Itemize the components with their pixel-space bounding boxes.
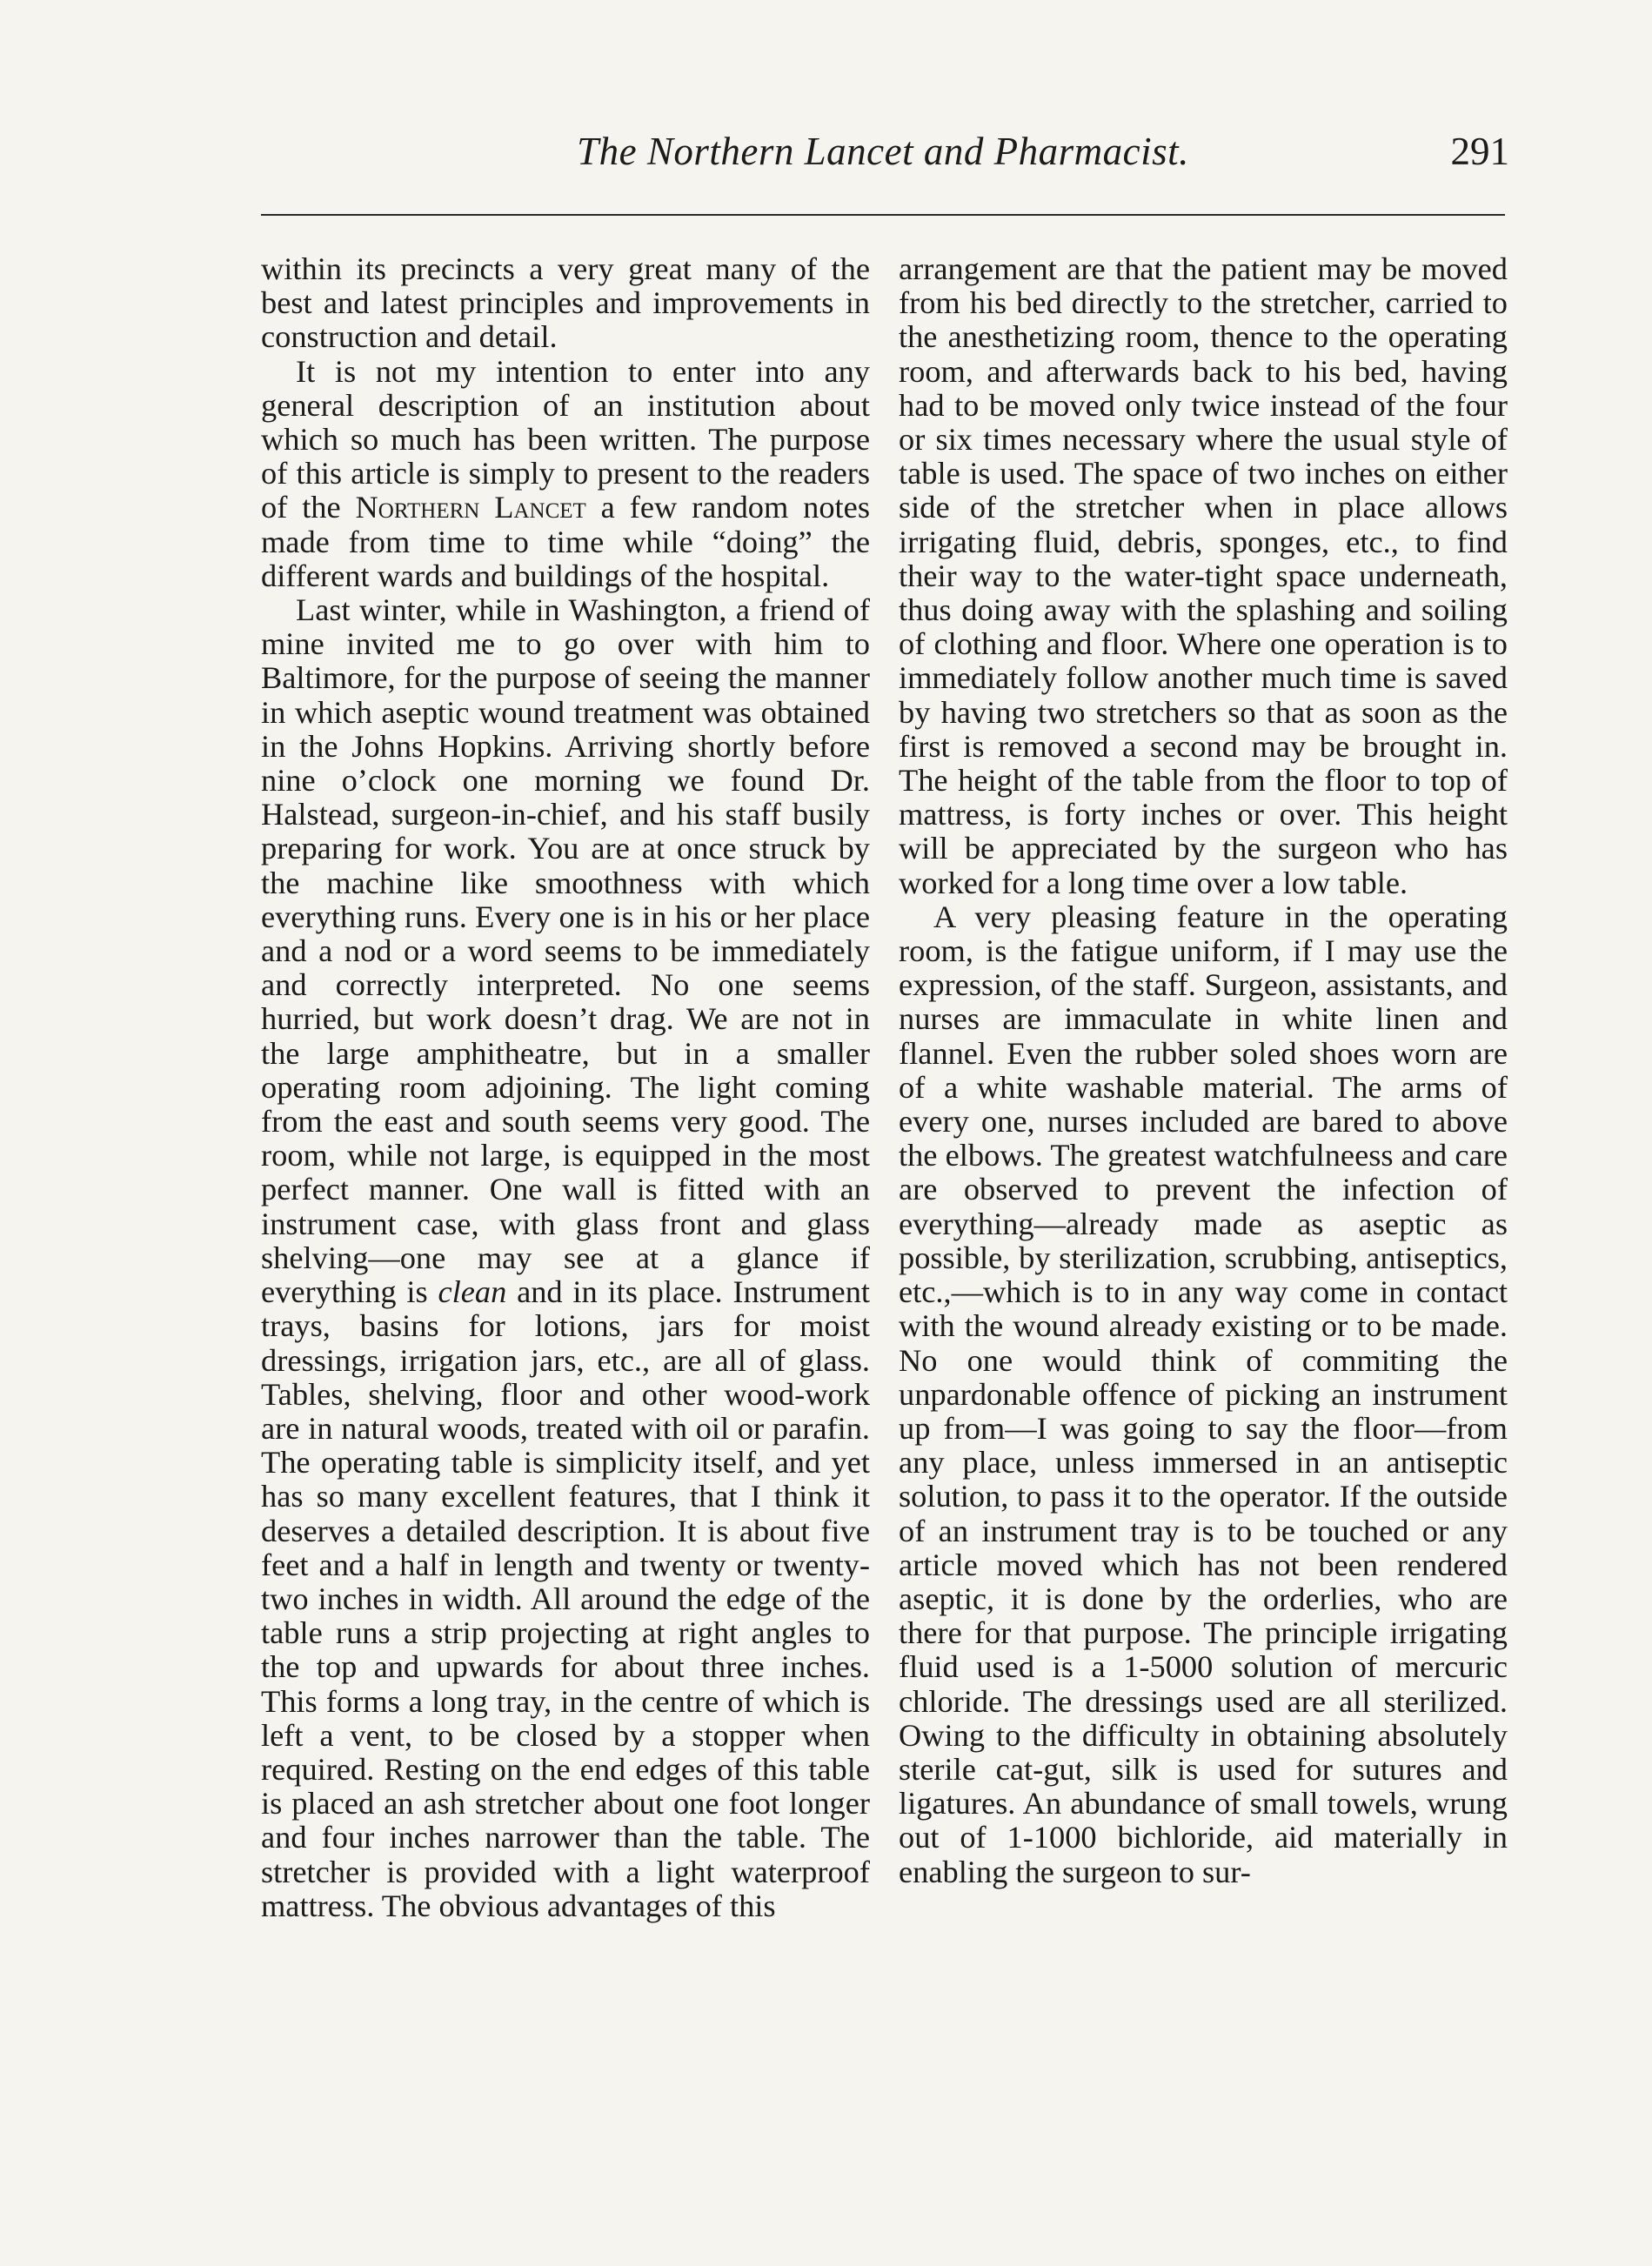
journal-title: The Northern Lancet and Pharmacist. bbox=[577, 130, 1189, 173]
paragraph-intention-text-b: a few random notes made from time to time while “doing” the different wards and buildings of the hospital. bbox=[261, 490, 870, 593]
paragraph-stretcher: arrangement are that the patient may be moved from his bed directly to the stretcher, carried to the anesthetizing room, thence to the operating room, and afterwards back to his bed, having had to be moved only twice instead of the four or six times necessary where the usual style of table is used. The space of two inches on either side of the stretcher when in place allows irrigating fluid, debris, sponges, etc., to find their way to the water-tight space underneath, thus doing away with the splashing and soiling of clothing and floor. Where one operation is to immediately follow another much time is saved by having two stretchers so that as soon as the first is removed a second may be brought in. The height of the table from the floor to top of mattress, is forty inches or over. This height will be appreciated by the surgeon who has worked for a long time over a low table. bbox=[899, 252, 1508, 900]
paragraph-continued: within its precincts a very great many of the best and latest principles and improvements in construction and detail. bbox=[261, 252, 870, 355]
paragraph-visit bbox=[261, 593, 870, 1923]
paragraph-visit-text-a: Last winter, while in Washington, a friend of mine invited me to go over with him to Baltimore, for the purpose of seeing the manner in which aseptic wound treatment was obtained in the Johns Hopkins. Arriving shortly before nine o’clock one morning we found Dr. Halstead, surgeon-in-chief, and his staff busily preparing for work. You are at once struck by the machine like smoothness with which everything runs. Every one is in his or her place and a nod or a word seems to be immediately and correctly interpreted. No one seems hurried, but work doesn’t drag. We are not in the large amphitheatre, but in a smaller operating room adjoining. The light coming from the east and south seems very good. The room, while not large, is equipped in the most perfect manner. One wall is fitted with an instrument case, with glass front and glass shelving—one may see at a glance if everything is bbox=[261, 592, 870, 1310]
paragraph-intention-text-a: It is not my intention to enter into any general description of an institution about which so much has been written. The purpose of this article is simply to present to the readers of the bbox=[261, 353, 870, 525]
header-rule bbox=[261, 214, 1505, 216]
paragraph-uniform: A very pleasing feature in the operating room, is the fatigue uniform, if I may use the expression, of the staff. Surgeon, assistants, and nurses are immaculate in white linen and flannel. Even the rubber soled shoes worn are of a white washable material. The arms of every one, nurses included are bared to above the elbows. The greatest watchfulneess and care are observed to prevent the infection of everything—already made as aseptic as possible, by sterilization, scrubbing, antiseptics, etc.,—which is to in any way come in contact with the wound already existing or to be made. No one would think of commiting the unpardonable offence of picking an instrument up from—I was going to say the floor—from any place, unless immersed in an antiseptic solution, to pass it to the operator. If the outside of an instrument tray is to be touched or any article moved which has not been rendered aseptic, it is done by the orderlies, who are there for that purpose. The principle irrigating fluid used is a 1-5000 solution of mercuric chloride. The dressings used are all sterilized. Owing to the difficulty in obtaining absolutely sterile cat-gut, silk is used for sutures and ligatures. An abundance of small towels, wrung out of 1-1000 bichloride, aid materially in enabling the surgeon to sur- bbox=[899, 899, 1508, 1889]
journal-name-small-caps: Northern Lancet bbox=[355, 490, 586, 525]
running-head bbox=[257, 129, 1509, 181]
paragraph-intention bbox=[261, 355, 870, 593]
right-column bbox=[899, 252, 1508, 2218]
emphasis-clean: clean bbox=[438, 1274, 507, 1310]
left-column bbox=[261, 252, 870, 2218]
page-number: 291 bbox=[1450, 130, 1509, 173]
paragraph-visit-text-b: and in its place. Instrument trays, basins for lotions, jars for moist dressings, irrigation jars, etc., are all of glass. Tables, shelving, floor and other wood-work are in natural woods, treated with oil or parafin. The operating table is simplicity itself, and yet has so many excellent features, that I think it deserves a detailed description. It is about five feet and a half in length and twenty or twenty-two inches in width. All around the edge of the table runs a strip projecting at right angles to the top and upwards for about three inches. This forms a long tray, in the centre of which is left a vent, to be closed by a stopper when required. Resting on the end edges of this table is placed an ash stretcher about one foot longer and four inches narrower than the table. The stretcher is provided with a light waterproof mattress. The obvious advantages of this bbox=[261, 1274, 870, 1923]
